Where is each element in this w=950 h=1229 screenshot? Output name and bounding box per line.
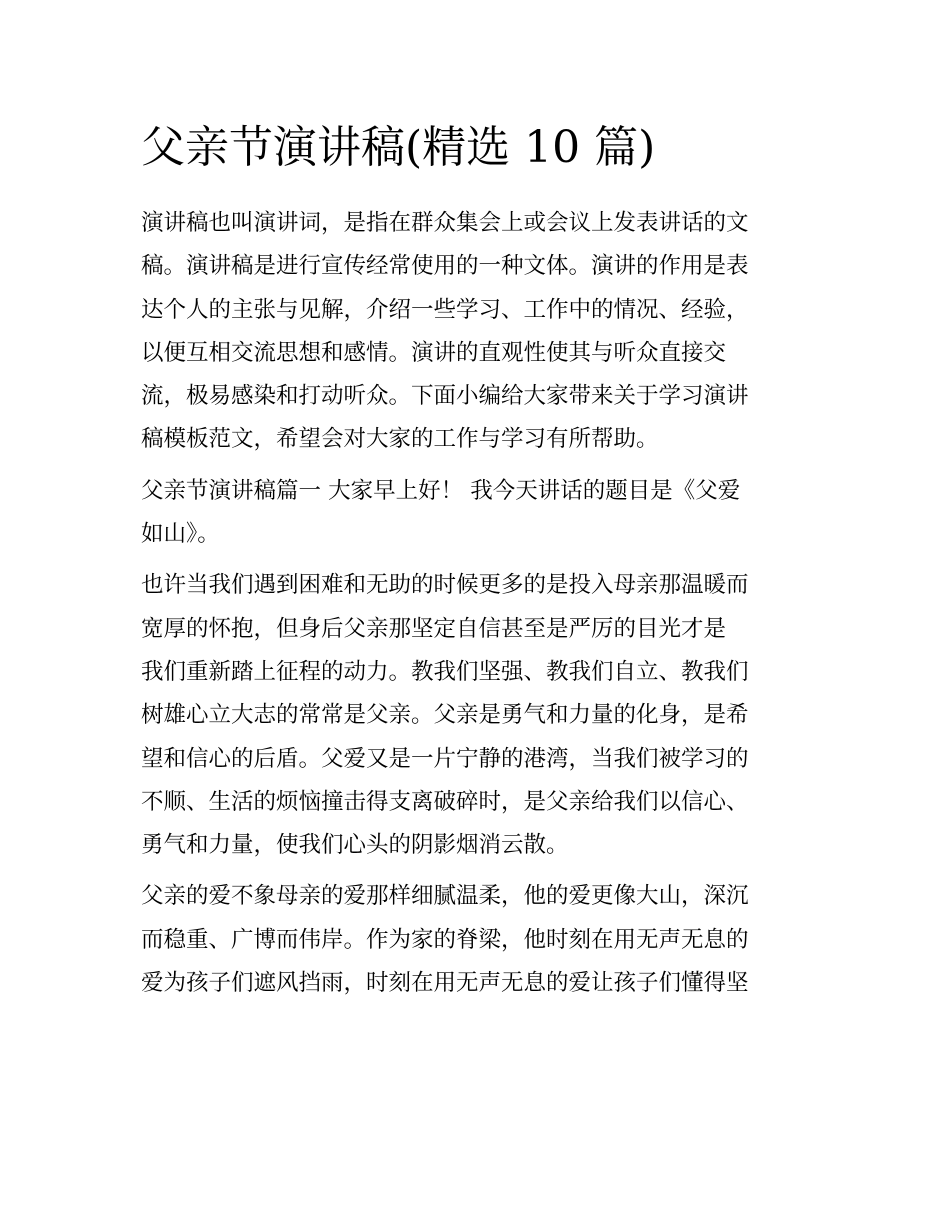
text-line: 爱为孩子们遮风挡雨，时刻在用无声无息的爱让孩子们懂得坚 bbox=[141, 970, 749, 997]
text-line: 我们重新踏上征程的动力。教我们坚强、教我们自立、教我们 bbox=[141, 658, 749, 685]
page-title: 父亲节演讲稿(精选 10 篇) bbox=[141, 122, 656, 173]
text-line: 流，极易感染和打动听众。下面小编给大家带来关于学习演讲 bbox=[141, 383, 749, 410]
text-line: 而稳重、广博而伟岸。作为家的脊梁，他时刻在用无声无息的 bbox=[141, 926, 749, 953]
paragraph-intro bbox=[141, 202, 813, 462]
text-line: 不顺、生活的烦恼撞击得支离破碎时，是父亲给我们以信心、 bbox=[141, 788, 749, 815]
text-line: 父亲节演讲稿篇一 大家早上好！ 我今天讲话的题目是《父爱 bbox=[141, 477, 741, 504]
text-line: 父亲的爱不象母亲的爱那样细腻温柔，他的爱更像大山，深沉 bbox=[141, 883, 749, 910]
text-line: 以便互相交流思想和感情。演讲的直观性使其与听众直接交 bbox=[141, 339, 727, 366]
text-line: 宽厚的怀抱，但身后父亲那坚定自信甚至是严厉的目光才是 bbox=[141, 615, 727, 642]
text-line: 演讲稿也叫演讲词，是指在群众集会上或会议上发表讲话的文 bbox=[141, 210, 749, 236]
paragraph-speech-one-heading bbox=[141, 470, 813, 557]
text-line: 达个人的主张与见解，介绍一些学习、工作中的情况、经验， bbox=[141, 296, 749, 323]
text-line: 也许当我们遇到困难和无助的时候更多的是投入母亲那温暖而 bbox=[141, 572, 749, 599]
text-line: 稿。演讲稿是进行宣传经常使用的一种文体。演讲的作用是表 bbox=[141, 253, 749, 280]
paragraph-father-love bbox=[141, 875, 813, 1005]
document-body bbox=[141, 202, 813, 1005]
text-line: 树雄心立大志的常常是父亲。父亲是勇气和力量的化身，是希 bbox=[141, 702, 749, 729]
text-line: 如山》。 bbox=[141, 521, 220, 548]
text-line: 望和信心的后盾。父爱又是一片宁静的港湾，当我们被学习的 bbox=[141, 745, 749, 772]
paragraph-speech-one-body bbox=[141, 564, 813, 867]
text-line: 勇气和力量，使我们心头的阴影烟消云散。 bbox=[141, 832, 569, 859]
text-line: 稿模板范文，希望会对大家的工作与学习有所帮助。 bbox=[141, 426, 659, 453]
